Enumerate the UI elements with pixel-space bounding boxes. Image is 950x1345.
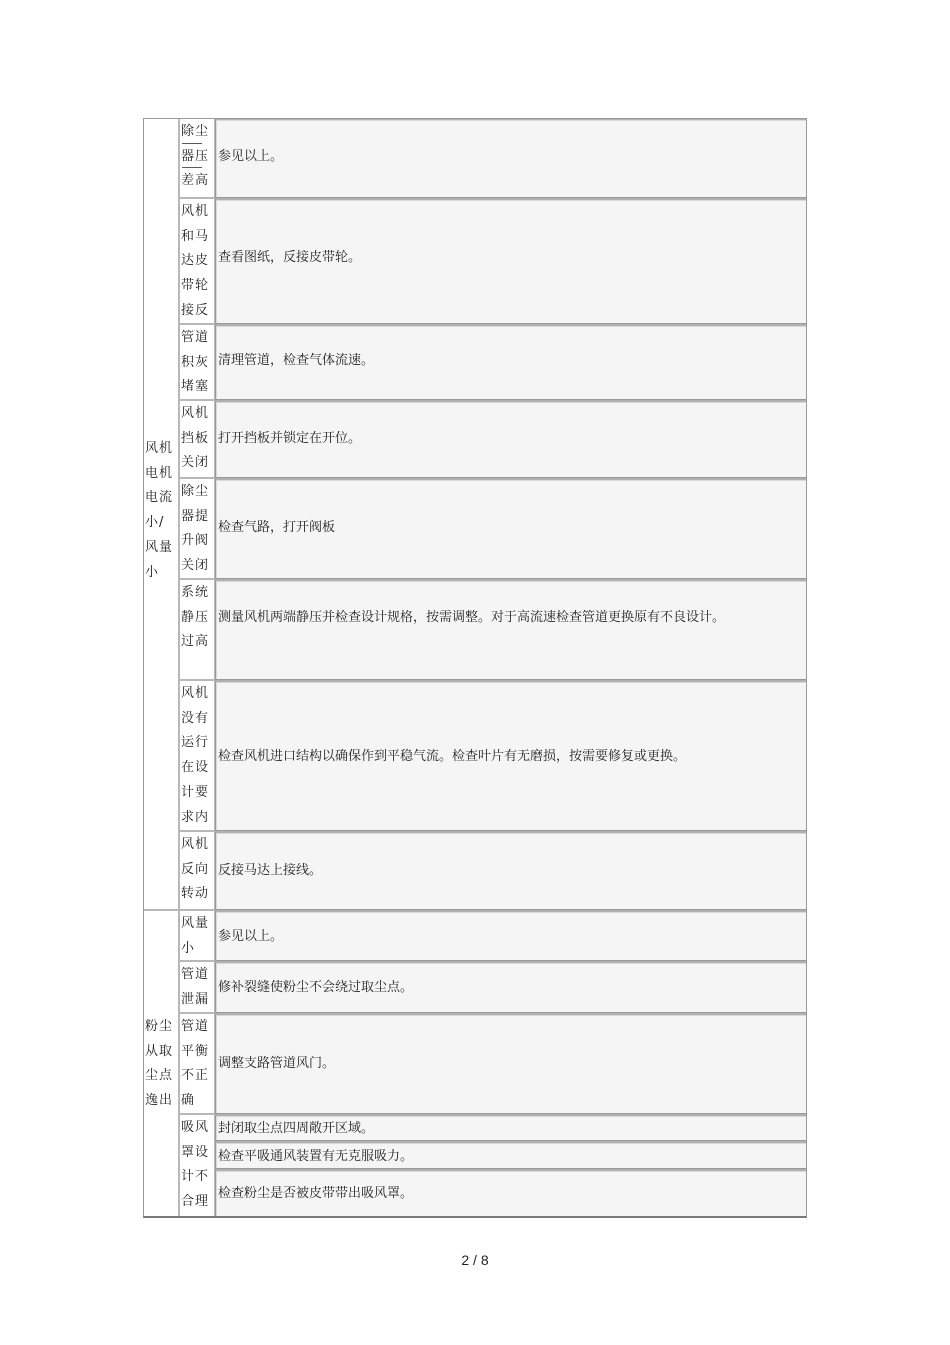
text-underline-mark xyxy=(182,167,202,168)
solution-text: 测量风机两端静压并检查设计规格，按需调整。对于高流速检查管道更换原有不良设计。 xyxy=(218,610,726,625)
solution-text: 参见以上。 xyxy=(218,929,284,944)
solution-cell xyxy=(215,324,807,400)
cause-label: 风机和马达皮带轮接反 xyxy=(181,204,210,318)
solution-text: 反接马达上接线。 xyxy=(218,863,323,878)
category-label: 粉尘从取尘点逸出 xyxy=(145,1019,174,1109)
solution-cell xyxy=(215,579,807,680)
solution-text: 调整支路管道风门。 xyxy=(218,1056,336,1071)
cause-label: 管道积灰堵塞 xyxy=(181,330,210,395)
cause-cell xyxy=(179,831,215,910)
solution-cell xyxy=(215,478,807,579)
cause-cell xyxy=(179,680,215,831)
solution-text: 检查平吸通风装置有无克服吸力。 xyxy=(218,1149,414,1164)
solution-text: 检查粉尘是否被皮带带出吸风罩。 xyxy=(218,1186,414,1201)
solution-cell xyxy=(215,1141,807,1169)
cause-cell xyxy=(179,400,215,478)
cause-label: 吸风罩设计不合理 xyxy=(181,1120,210,1210)
solution-cell xyxy=(215,831,807,910)
solution-text: 查看图纸，反接皮带轮。 xyxy=(218,250,362,265)
cause-label: 风量小 xyxy=(181,916,210,956)
cause-cell xyxy=(179,579,215,680)
cause-label: 管道平衡不正确 xyxy=(181,1019,210,1109)
category-cell xyxy=(143,118,179,910)
solution-cell xyxy=(215,1169,807,1217)
solution-cell xyxy=(215,680,807,831)
solution-cell xyxy=(215,910,807,961)
text-underline-mark xyxy=(182,143,202,144)
cause-cell xyxy=(179,961,215,1013)
solution-cell xyxy=(215,1114,807,1141)
cause-cell xyxy=(179,198,215,324)
solution-text: 修补裂缝使粉尘不会绕过取尘点。 xyxy=(218,980,414,995)
solution-cell xyxy=(215,118,807,198)
cause-cell xyxy=(179,324,215,400)
category-cell xyxy=(143,910,179,1217)
solution-text: 参见以上。 xyxy=(218,149,284,164)
cause-label: 风机没有运行在设计要求内 xyxy=(181,686,210,825)
solution-cell xyxy=(215,1013,807,1114)
cause-label: 除尘器提升阀关闭 xyxy=(181,484,210,574)
solution-text: 打开挡板并锁定在开位。 xyxy=(218,431,362,446)
page-number: 2 / 8 xyxy=(461,1252,489,1268)
solution-text: 封闭取尘点四周敞开区域。 xyxy=(218,1121,375,1136)
solution-cell xyxy=(215,961,807,1013)
cause-cell xyxy=(179,478,215,579)
cause-cell xyxy=(179,910,215,961)
troubleshooting-table xyxy=(143,118,807,1218)
cause-cell xyxy=(179,1013,215,1114)
cause-label: 管道泄漏 xyxy=(181,967,210,1007)
category-label: 风机电机电流小/风量小 xyxy=(145,441,174,580)
solution-cell xyxy=(215,198,807,324)
cause-label: 风机挡板关闭 xyxy=(181,406,210,471)
solution-text: 检查气路，打开阀板 xyxy=(218,520,336,535)
solution-text: 清理管道，检查气体流速。 xyxy=(218,353,375,368)
solution-cell xyxy=(215,400,807,478)
cause-label: 系统静压过高 xyxy=(181,585,210,650)
solution-text: 检查风机进口结构以确保作到平稳气流。检查叶片有无磨损，按需要修复或更换。 xyxy=(218,749,687,764)
cause-cell xyxy=(179,1114,215,1217)
cause-cell xyxy=(179,118,215,198)
cause-label: 除尘器压差高 xyxy=(181,124,210,189)
cause-label: 风机反向转动 xyxy=(181,837,210,902)
